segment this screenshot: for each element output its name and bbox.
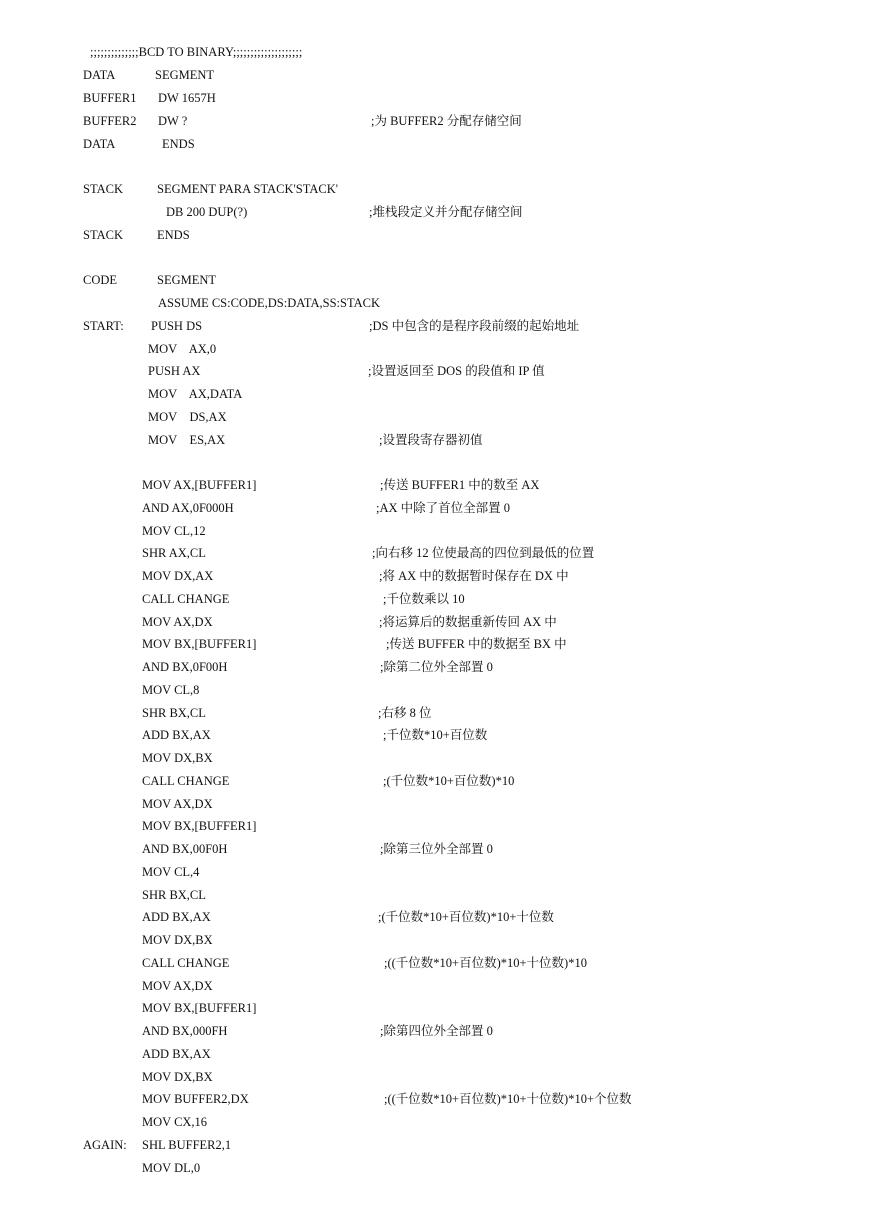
line-code: SHR BX,CL bbox=[142, 706, 206, 720]
line-code: MOV DX,BX bbox=[142, 1070, 213, 1084]
line-code: SEGMENT PARA STACK'STACK' bbox=[157, 182, 339, 196]
line-comment: ;传送 BUFFER1 中的数至 AX bbox=[380, 478, 540, 492]
line-code: SHR AX,CL bbox=[142, 546, 206, 560]
line-code: CALL CHANGE bbox=[142, 592, 230, 606]
line-code: MOV DX,BX bbox=[142, 751, 213, 765]
line-code: AND BX,0F00H bbox=[142, 660, 228, 674]
line-code: DW ? bbox=[158, 114, 188, 128]
line-label: START: bbox=[83, 319, 124, 333]
line-label: BUFFER2 bbox=[83, 114, 137, 128]
line-comment: ;DS 中包含的是程序段前缀的起始地址 bbox=[369, 319, 580, 333]
line-code: SHL BUFFER2,1 bbox=[142, 1138, 232, 1152]
line-code: MOV BX,[BUFFER1] bbox=[142, 1001, 257, 1015]
line-comment: ;右移 8 位 bbox=[378, 706, 432, 720]
line-code: ADD BX,AX bbox=[142, 728, 211, 742]
line-code: MOV AX,DX bbox=[142, 797, 213, 811]
line-code: MOV AX,DX bbox=[142, 615, 213, 629]
line-label: STACK bbox=[83, 228, 123, 242]
line-code: ADD BX,AX bbox=[142, 910, 211, 924]
line-comment: ;除第三位外全部置 0 bbox=[380, 842, 493, 856]
line-code: PUSH DS bbox=[151, 319, 203, 333]
line-code: MOV AX,DATA bbox=[148, 387, 243, 401]
line-comment: ;((千位数*10+百位数)*10+十位数)*10 bbox=[384, 956, 587, 970]
line-code: MOV AX,0 bbox=[148, 342, 217, 356]
line-code: MOV CX,16 bbox=[142, 1115, 208, 1129]
line-code: MOV CL,8 bbox=[142, 683, 200, 697]
line-code: MOV DS,AX bbox=[148, 410, 227, 424]
line-code: MOV ES,AX bbox=[148, 433, 226, 447]
line-comment: ;千位数乘以 10 bbox=[383, 592, 465, 606]
line-code: AND AX,0F000H bbox=[142, 501, 234, 515]
line-label: CODE bbox=[83, 273, 118, 287]
line-code: PUSH AX bbox=[148, 364, 201, 378]
line-label: AGAIN: bbox=[83, 1138, 127, 1152]
line-comment: ;设置返回至 DOS 的段值和 IP 值 bbox=[368, 364, 545, 378]
line-label: DATA bbox=[83, 68, 116, 82]
line-code: MOV DL,0 bbox=[142, 1161, 201, 1175]
header-line bbox=[90, 42, 303, 62]
header-text: ;;;;;;;;;;;;;;BCD TO BINARY;;;;;;;;;;;;;;;;;;;; bbox=[90, 45, 303, 59]
line-comment: ;千位数*10+百位数 bbox=[383, 728, 488, 742]
line-code: CALL CHANGE bbox=[142, 956, 230, 970]
line-label: BUFFER1 bbox=[83, 91, 137, 105]
line-code: MOV BX,[BUFFER1] bbox=[142, 819, 257, 833]
line-code: MOV CL,4 bbox=[142, 865, 200, 879]
line-code: AND BX,000FH bbox=[142, 1024, 228, 1038]
line-code: MOV BUFFER2,DX bbox=[142, 1092, 249, 1106]
line-code: ADD BX,AX bbox=[142, 1047, 211, 1061]
line-comment: ;除第四位外全部置 0 bbox=[380, 1024, 493, 1038]
line-label: DATA bbox=[83, 137, 116, 151]
line-label: STACK bbox=[83, 182, 123, 196]
line-code: ASSUME CS:CODE,DS:DATA,SS:STACK bbox=[158, 296, 381, 310]
line-code: SEGMENT bbox=[157, 273, 217, 287]
line-code: SHR BX,CL bbox=[142, 888, 206, 902]
line-code: MOV AX,DX bbox=[142, 979, 213, 993]
line-code: AND BX,00F0H bbox=[142, 842, 228, 856]
line-code: MOV DX,BX bbox=[142, 933, 213, 947]
line-comment: ;设置段寄存器初值 bbox=[379, 433, 483, 447]
line-comment: ;传送 BUFFER 中的数据至 BX 中 bbox=[386, 637, 567, 651]
line-comment: ;向右移 12 位使最高的四位到最低的位置 bbox=[372, 546, 595, 560]
line-comment: ;将 AX 中的数据暂时保存在 DX 中 bbox=[379, 569, 569, 583]
line-code: MOV AX,[BUFFER1] bbox=[142, 478, 257, 492]
line-code: DW 1657H bbox=[158, 91, 216, 105]
line-code: ENDS bbox=[162, 137, 195, 151]
line-code: MOV CL,12 bbox=[142, 524, 206, 538]
line-code: DB 200 DUP(?) bbox=[166, 205, 248, 219]
line-comment: ;AX 中除了首位全部置 0 bbox=[376, 501, 511, 515]
line-comment: ;将运算后的数据重新传回 AX 中 bbox=[379, 615, 557, 629]
line-comment: ;(千位数*10+百位数)*10 bbox=[383, 774, 515, 788]
line-code: MOV BX,[BUFFER1] bbox=[142, 637, 257, 651]
line-comment: ;((千位数*10+百位数)*10+十位数)*10+个位数 bbox=[384, 1092, 632, 1106]
line-comment: ;(千位数*10+百位数)*10+十位数 bbox=[378, 910, 554, 924]
line-code: SEGMENT bbox=[155, 68, 215, 82]
line-comment: ;为 BUFFER2 分配存储空间 bbox=[371, 114, 522, 128]
line-comment: ;除第二位外全部置 0 bbox=[380, 660, 493, 674]
line-code: MOV DX,AX bbox=[142, 569, 214, 583]
line-comment: ;堆栈段定义并分配存储空间 bbox=[369, 205, 523, 219]
line-code: ENDS bbox=[157, 228, 190, 242]
line-code: CALL CHANGE bbox=[142, 774, 230, 788]
